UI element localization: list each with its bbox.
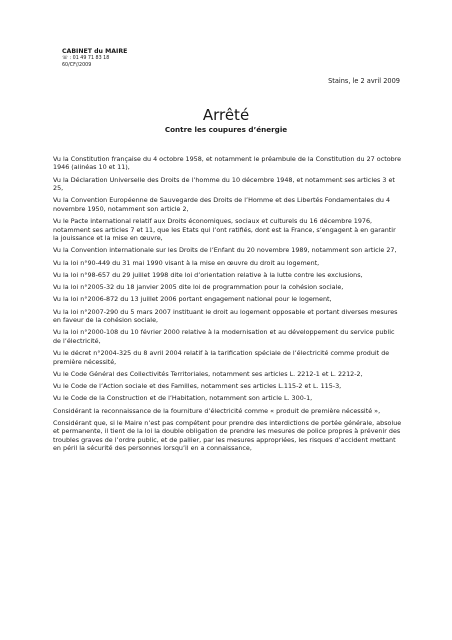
page-subtitle: Contre les coupures d’énergie (164, 125, 288, 134)
paragraph: Vu la Constitution française du 4 octobre 1958, et notamment le préambule de la Constitution du 27 octobre 1946 (alinéas 10 et 11), (53, 155, 402, 172)
cabinet-label: CABINET du MAIRE (62, 48, 128, 55)
paragraph: Vu le Code de la Construction et de l’Habitation, notamment son article L. 300-1, (53, 394, 313, 403)
paragraph: Considérant que, si le Maire n’est pas compétent pour prendre des interdictions de portée générale, absolue et permanente, il tient de la loi la double obligation de prendre les mesures de police propres à prévenir des troubles graves de l’ordre public, et de pallier, par les mesures appropriées, les risques d’accident mettant en péril la sécurité des personnes lorsqu’il en a connaissance, (53, 419, 402, 453)
paragraph: Vu la loi n°2000-108 du 10 février 2000 relative à la modernisation et au développement du service public de l’électricité, (53, 328, 395, 345)
paragraph: Vu la loi n°2006-872 du 13 juillet 2006 portant engagement national pour le logement, (53, 295, 332, 304)
paragraph: Vu la Convention internationale sur les Droits de l’Enfant du 20 novembre 1989, notamment son article 27, (53, 246, 397, 255)
letterhead (62, 48, 127, 69)
phone-number: ☏ : 01 49 71 83 18 (62, 56, 110, 61)
reference-number: 60/CF//2009 (62, 62, 92, 68)
paragraph: Vu le Code Général des Collectivités Territoriales, notamment ses articles L. 2212-1 et L. 2212-2, (53, 369, 363, 378)
document-body (53, 155, 403, 457)
paragraph: Vu la Convention Européenne de Sauvegarde des Droits de l’Homme et des Libertés Fondamentales du 4 novembre 1950, notamment son article 2, (53, 196, 391, 213)
paragraph: Vu le décret n°2004-325 du 8 avril 2004 relatif à la tarification spéciale de l’électricité comme produit de première nécessité, (53, 349, 390, 366)
page-title: Arrêté (202, 106, 250, 124)
paragraph: Vu la loi n°90-449 du 31 mai 1990 visant à la mise en œuvre du droit au logement, (53, 258, 320, 267)
paragraph: Vu la Déclaration Universelle des Droits de l’homme du 10 décembre 1948, et notamment ses articles 3 et 25, (53, 175, 395, 193)
paragraph: Vu la loi n°98-657 du 29 juillet 1998 dite loi d’orientation relative à la lutte contre les exclusions, (53, 270, 363, 279)
paragraph: Vu la loi n°2005-32 du 18 janvier 2005 dite loi de programmation pour la cohésion sociale, (53, 283, 344, 292)
paragraph: Considérant la reconnaissance de la fourniture d’électricité comme « produit de première nécessité », (53, 406, 381, 415)
paragraph: Vu la loi n°2007-290 du 5 mars 2007 instituant le droit au logement opposable et portant diverses mesures en faveur de la cohésion sociale, (53, 307, 398, 325)
paragraph: Vu le Pacte international relatif aux Droits économiques, sociaux et culturels du 16 décembre 1976, notamment ses articles 7 et 11, que les Etats qui l’ont ratifiés, dont est la France, s’engagent à en garantir la jouissance et la mise en œuvre, (53, 217, 396, 242)
paragraph: Vu le Code de l’Action sociale et des Familles, notamment ses articles L.115-2 et L. 115-3, (53, 382, 342, 391)
place-date: Stains, le 2 avril 2009 (328, 77, 400, 85)
